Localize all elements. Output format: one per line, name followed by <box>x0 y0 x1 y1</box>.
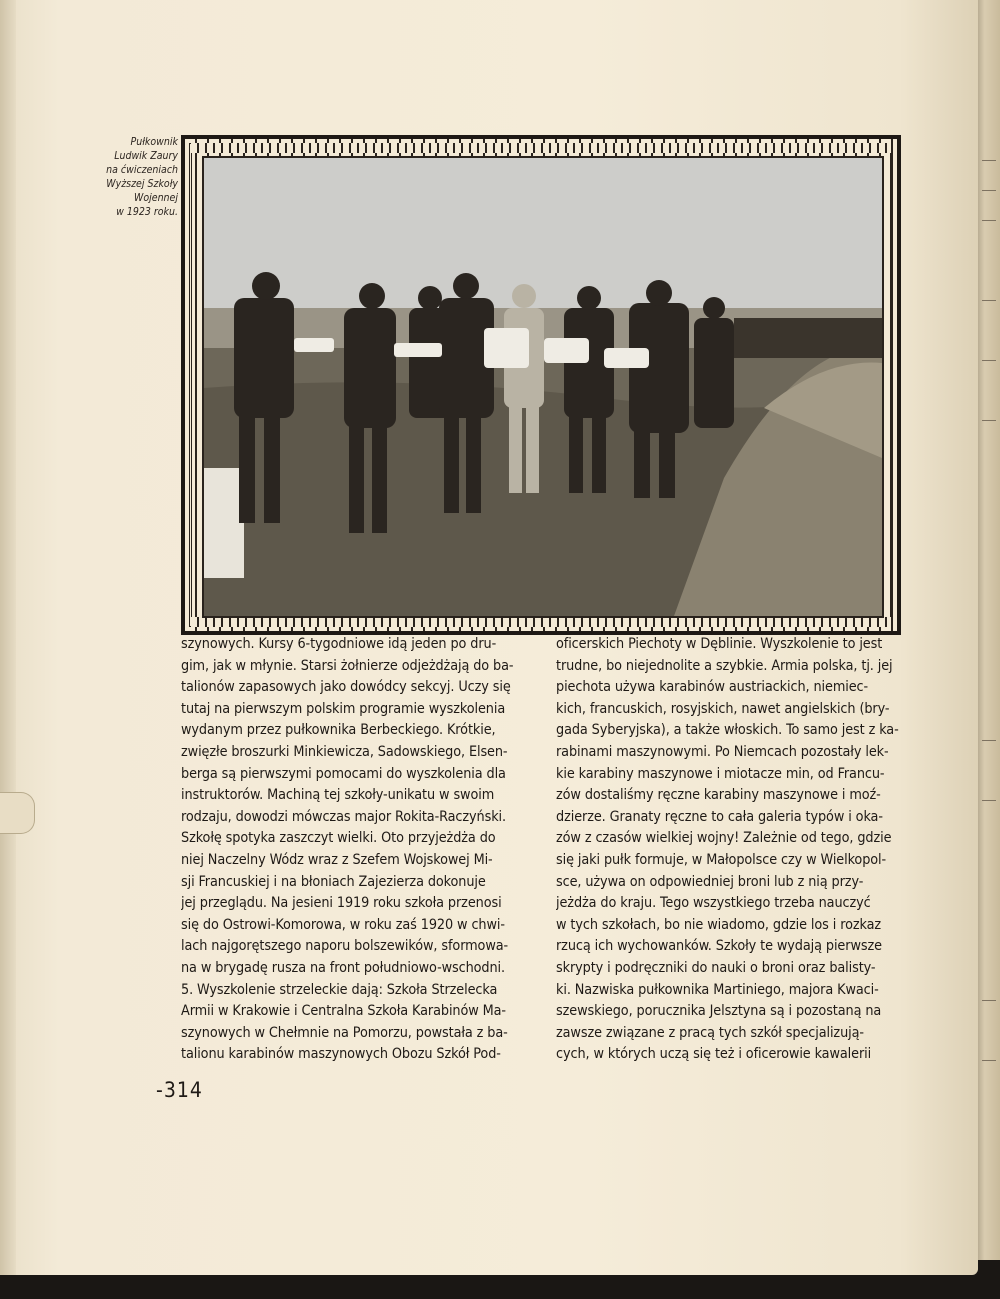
text-line: zawsze związane z pracą tych szkół specjalizują- <box>556 1024 864 1041</box>
caption-line: w 1923 roku. <box>116 206 178 218</box>
text-line: talionu karabinów maszynowych Obozu Szkół Pod- <box>181 1046 501 1063</box>
adjacent-text-mark <box>982 190 996 191</box>
text-line: trudne, bo niejednolite a szybkie. Armia polska, tj. jej <box>556 657 893 674</box>
text-line: oficerskich Piechoty w Dęblinie. Wyszkolenie to jest <box>556 636 883 652</box>
text-line: szynowych. Kursy 6-tygodniowe idą jeden po dru- <box>181 636 497 652</box>
text-line: piechota używa karabinów austriackich, niemiec- <box>556 679 869 696</box>
text-column-right <box>556 634 901 1066</box>
adjacent-text-mark <box>982 300 996 301</box>
adjacent-text-mark <box>982 420 996 421</box>
text-line: się do Ostrowi-Komorowa, w roku zaś 1920 w chwi- <box>181 916 505 933</box>
text-line: się jaki pułk formuje, w Małopolsce czy w Wielkopol- <box>556 851 887 868</box>
adjacent-text-mark <box>982 160 996 161</box>
frame-ornament-bottom <box>191 617 891 627</box>
caption-line: Ludwik Zaury <box>114 150 178 162</box>
text-column-left <box>181 634 526 1066</box>
text-line: zów dostaliśmy ręczne karabiny maszynowe i moź- <box>556 787 881 804</box>
text-line: rzucą ich wychowanków. Szkoły te wydają pierwsze <box>556 938 882 955</box>
text-line: ki. Nazwiska pułkownika Martiniego, majora Kwaci- <box>556 981 879 998</box>
caption-line: Pułkownik <box>130 136 178 148</box>
text-line: Szkołę spotyka zaszczyt wielki. Oto przyjeżdża do <box>181 830 496 847</box>
caption-line: na ćwiczeniach <box>106 164 178 176</box>
photo-caption <box>96 135 178 219</box>
frame-ornament-top <box>191 143 891 153</box>
text-line: tutaj na pierwszym polskim programie wyszkolenia <box>181 700 506 717</box>
text-line: instruktorów. Machiną tej szkoły-unikatu w swoim <box>181 787 495 804</box>
text-line: wydanym przez pułkownika Berbeckiego. Krótkie, <box>181 722 496 739</box>
text-line: jej przeglądu. Na jesieni 1919 roku szkoła przenosi <box>181 895 502 912</box>
adjacent-page-edge <box>978 0 1000 1260</box>
caption-line: Wojennej <box>134 192 178 204</box>
text-line: szynowych w Chełmnie na Pomorzu, powstała z ba- <box>181 1024 508 1041</box>
text-line: rabinami maszynowymi. Po Niemcach pozostały lek- <box>556 743 889 760</box>
text-line: na w brygadę rusza na front południowo-wschodni. <box>181 959 506 976</box>
text-line: zwięzłe broszurki Minkiewicza, Sadowskiego, Elsen- <box>181 743 508 760</box>
ornamental-photo-frame <box>181 135 901 635</box>
page-tab <box>0 792 35 834</box>
text-line: gim, jak w młynie. Starsi żołnierze odjeżdżają do ba- <box>181 657 514 674</box>
adjacent-text-mark <box>982 800 996 801</box>
text-line: w tych szkołach, bo nie wiadomo, gdzie los i rozkaz <box>556 916 882 933</box>
text-line: talionów zapasowych jako dowódcy sekcyj. Uczy się <box>181 679 511 696</box>
text-line: skrypty i podręczniki do nauki o broni oraz balisty- <box>556 959 876 976</box>
text-line: jeżdża do kraju. Tego wszystkiego trzeba nauczyć <box>556 895 871 912</box>
page-number: -314 <box>156 1078 203 1102</box>
text-line: Armii w Krakowie i Centralna Szkoła Karabinów Ma- <box>181 1003 506 1020</box>
text-line: zów z czasów wielkiej wojny! Zależnie od tego, gdzie <box>556 830 892 847</box>
text-line: kie karabiny maszynowe i miotacze min, od Francu- <box>556 765 885 782</box>
photograph <box>202 156 884 618</box>
text-line: lach najgorętszego naporu bolszewików, sformowa- <box>181 938 509 955</box>
caption-line: Wyższej Szkoły <box>106 178 178 190</box>
text-line: kich, francuskich, rosyjskich, nawet angielskich (bry- <box>556 700 890 717</box>
text-line: cych, w których uczą się też i oficerowie kawalerii <box>556 1046 872 1063</box>
text-line: sji Francuskiej i na błoniach Zajezierza dokonuje <box>181 873 486 890</box>
photograph-officers-field-icon <box>204 158 882 616</box>
adjacent-text-mark <box>982 360 996 361</box>
text-line: gada Syberyjska), a także włoskich. To samo jest z ka- <box>556 722 899 739</box>
adjacent-text-mark <box>982 220 996 221</box>
adjacent-text-mark <box>982 740 996 741</box>
text-line: sce, używa on odpowiedniej broni lub z nią przy- <box>556 873 864 890</box>
text-line: 5. Wyszkolenie strzeleckie dają: Szkoła Strzelecka <box>181 981 498 998</box>
text-line: berga są pierwszymi pomocami do wyszkolenia dla <box>181 765 506 782</box>
adjacent-text-mark <box>982 1060 996 1061</box>
text-line: dzierze. Granaty ręczne to cała galeria typów i oka- <box>556 808 883 825</box>
adjacent-text-mark <box>982 1000 996 1001</box>
page-gutter <box>0 0 16 1275</box>
text-line: rodzaju, dowodzi mówczas major Rokita-Raczyński. <box>181 808 507 825</box>
text-line: niej Naczelny Wódz wraz z Szefem Wojskowej Mi- <box>181 851 493 868</box>
text-line: szewskiego, porucznika Jelsztyna są i pozostaną na <box>556 1003 882 1020</box>
